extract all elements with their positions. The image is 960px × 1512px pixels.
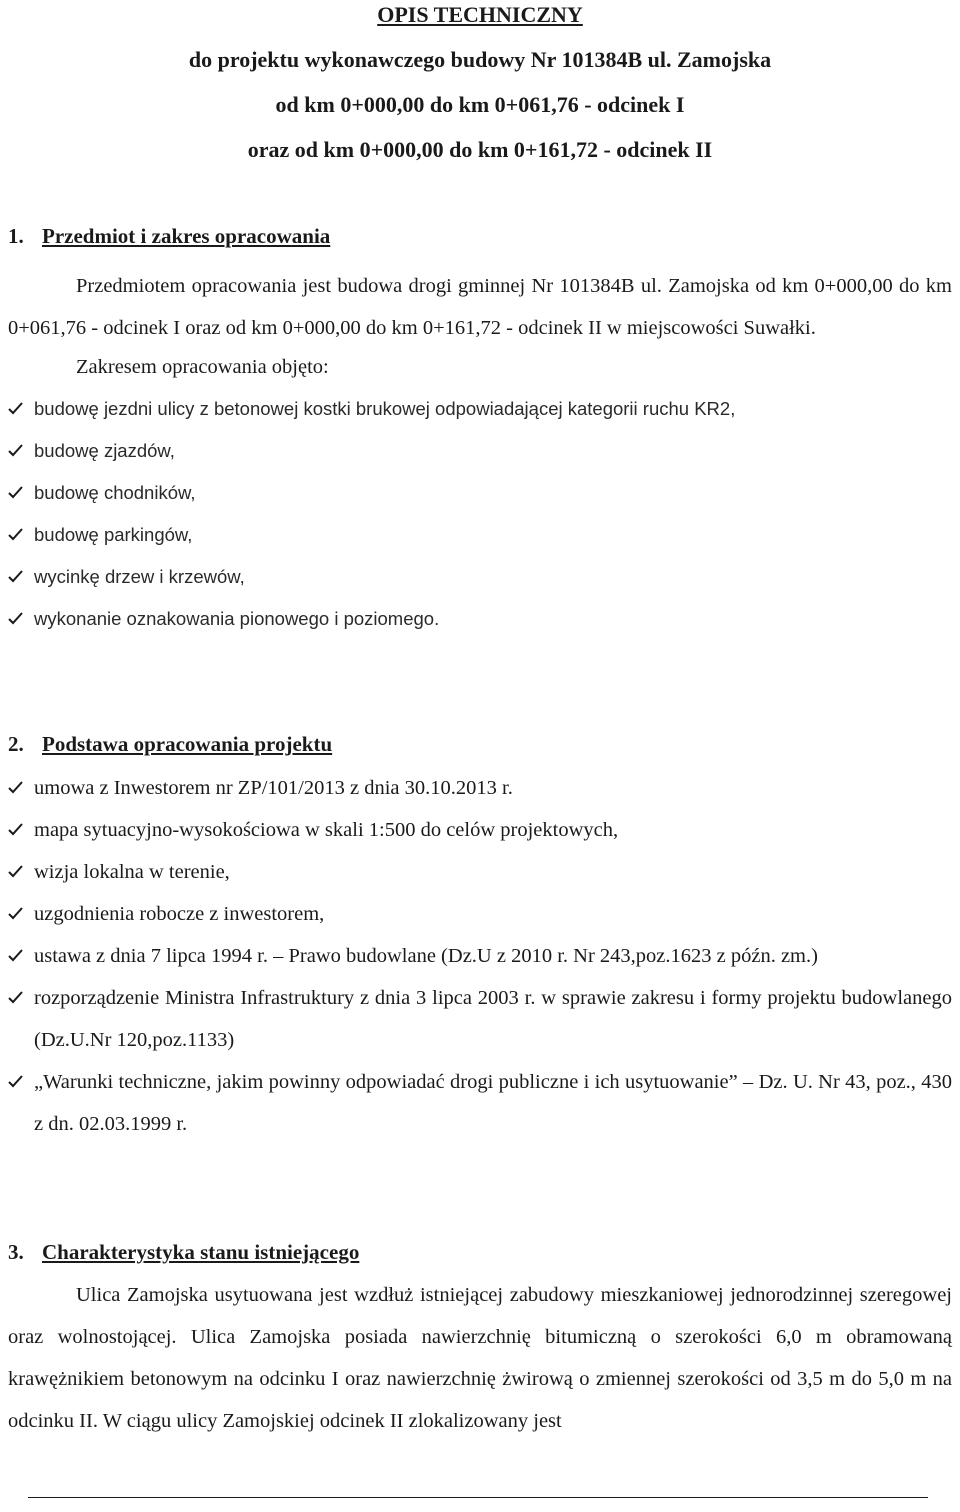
check-icon xyxy=(8,822,23,837)
list-item xyxy=(8,472,952,514)
check-icon xyxy=(8,990,23,1005)
section-1-paragraph xyxy=(8,265,952,349)
list-item xyxy=(8,851,952,893)
check-icon xyxy=(8,401,23,416)
list-item-text: ustawa z dnia 7 lipca 1994 r. – Prawo budowlane (Dz.U z 2010 r. Nr 243,poz.1623 z późn. zm.) xyxy=(34,945,818,967)
list-item xyxy=(8,809,952,851)
list-item xyxy=(8,893,952,935)
scope-intro: Zakresem opracowania objęto: xyxy=(76,356,329,378)
check-icon xyxy=(8,527,23,542)
scope-list xyxy=(8,388,952,640)
list-item xyxy=(8,430,952,472)
section-3-number: 3. xyxy=(8,1240,24,1264)
check-icon xyxy=(8,864,23,879)
list-item-text: wykonanie oznakowania pionowego i poziomego. xyxy=(34,608,440,629)
check-icon xyxy=(8,948,23,963)
section-1-paragraph-text: Przedmiotem opracowania jest budowa drogi gminnej Nr 101384B ul. Zamojska od km 0+000,00 do km 0+061,76 - odcinek I oraz od km 0+000,00 do km 0+161,72 - odcinek II w miejscowości Suwałki. xyxy=(8,275,952,339)
list-item-text: budowę jezdni ulicy z betonowej kostki brukowej odpowiadającej kategorii ruchu KR2, xyxy=(34,398,736,419)
section-3-heading-text: Charakterystyka stanu istniejącego xyxy=(42,1240,360,1264)
list-item-text: mapa sytuacyjno-wysokościowa w skali 1:500 do celów projektowych, xyxy=(34,819,619,841)
title-line-1: OPIS TECHNICZNY xyxy=(377,2,583,27)
section-3 xyxy=(8,1238,952,1442)
section-3-paragraph xyxy=(8,1274,952,1442)
document-title xyxy=(0,0,960,172)
list-item-text: wizja lokalna w terenie, xyxy=(34,861,230,883)
list-item xyxy=(8,977,952,1061)
section-1-heading xyxy=(8,222,952,250)
list-item-text: rozporządzenie Ministra Infrastruktury z dnia 3 lipca 2003 r. w sprawie zakresu i formy projektu budowlanego (Dz.U.Nr 120,poz.1133) xyxy=(34,987,952,1051)
section-2-number: 2. xyxy=(8,732,24,756)
list-item xyxy=(8,388,952,430)
section-1 xyxy=(8,222,952,640)
section-1-heading-text: Przedmiot i zakres opracowania xyxy=(42,224,331,248)
section-3-paragraph-text: Ulica Zamojska usytuowana jest wzdłuż istniejącej zabudowy mieszkaniowej jednorodzinnej szeregowej oraz wolnostojącej. Ulica Zamojska posiada nawierzchnię bitumiczną o szerokości 6,0 m obramowaną krawężnikiem betonowym na odcinku I oraz nawierzchnię żwirową o zmiennej szerokości od 3,5 m do 5,0 m na odcinku II. W ciągu ulicy Zamojskiej odcinek II zlokalizowany jest xyxy=(8,1284,952,1432)
title-line-2: do projektu wykonawczego budowy Nr 101384B ul. Zamojska xyxy=(188,47,772,72)
list-item-text: budowę chodników, xyxy=(34,482,196,503)
section-2 xyxy=(8,730,952,1145)
list-item xyxy=(8,767,952,809)
section-2-heading-text: Podstawa opracowania projektu xyxy=(42,732,333,756)
list-item xyxy=(8,514,952,556)
check-icon xyxy=(8,1074,23,1089)
check-icon xyxy=(8,485,23,500)
list-item-text: wycinkę drzew i krzewów, xyxy=(34,566,245,587)
list-item xyxy=(8,935,952,977)
basis-list xyxy=(8,767,952,1145)
section-1-number: 1. xyxy=(8,224,24,248)
list-item-text: uzgodnienia robocze z inwestorem, xyxy=(34,903,325,925)
check-icon xyxy=(8,611,23,626)
check-icon xyxy=(8,906,23,921)
title-line-4: oraz od km 0+000,00 do km 0+161,72 - odcinek II xyxy=(247,137,713,162)
title-line-3: od km 0+000,00 do km 0+061,76 - odcinek I xyxy=(275,92,685,117)
section-3-heading xyxy=(8,1238,952,1266)
check-icon xyxy=(8,443,23,458)
list-item-text: „Warunki techniczne, jakim powinny odpowiadać drogi publiczne i ich usytuowanie” – Dz. U. Nr 43, poz., 430 z dn. 02.03.1999 r. xyxy=(34,1071,952,1135)
list-item xyxy=(8,556,952,598)
check-icon xyxy=(8,569,23,584)
list-item xyxy=(8,1061,952,1145)
section-2-heading xyxy=(8,730,952,758)
footnote-rule xyxy=(28,1497,928,1498)
list-item xyxy=(8,598,952,640)
list-item-text: budowę zjazdów, xyxy=(34,440,175,461)
list-item-text: umowa z Inwestorem nr ZP/101/2013 z dnia 30.10.2013 r. xyxy=(34,777,513,799)
check-icon xyxy=(8,780,23,795)
list-item-text: budowę parkingów, xyxy=(34,524,193,545)
